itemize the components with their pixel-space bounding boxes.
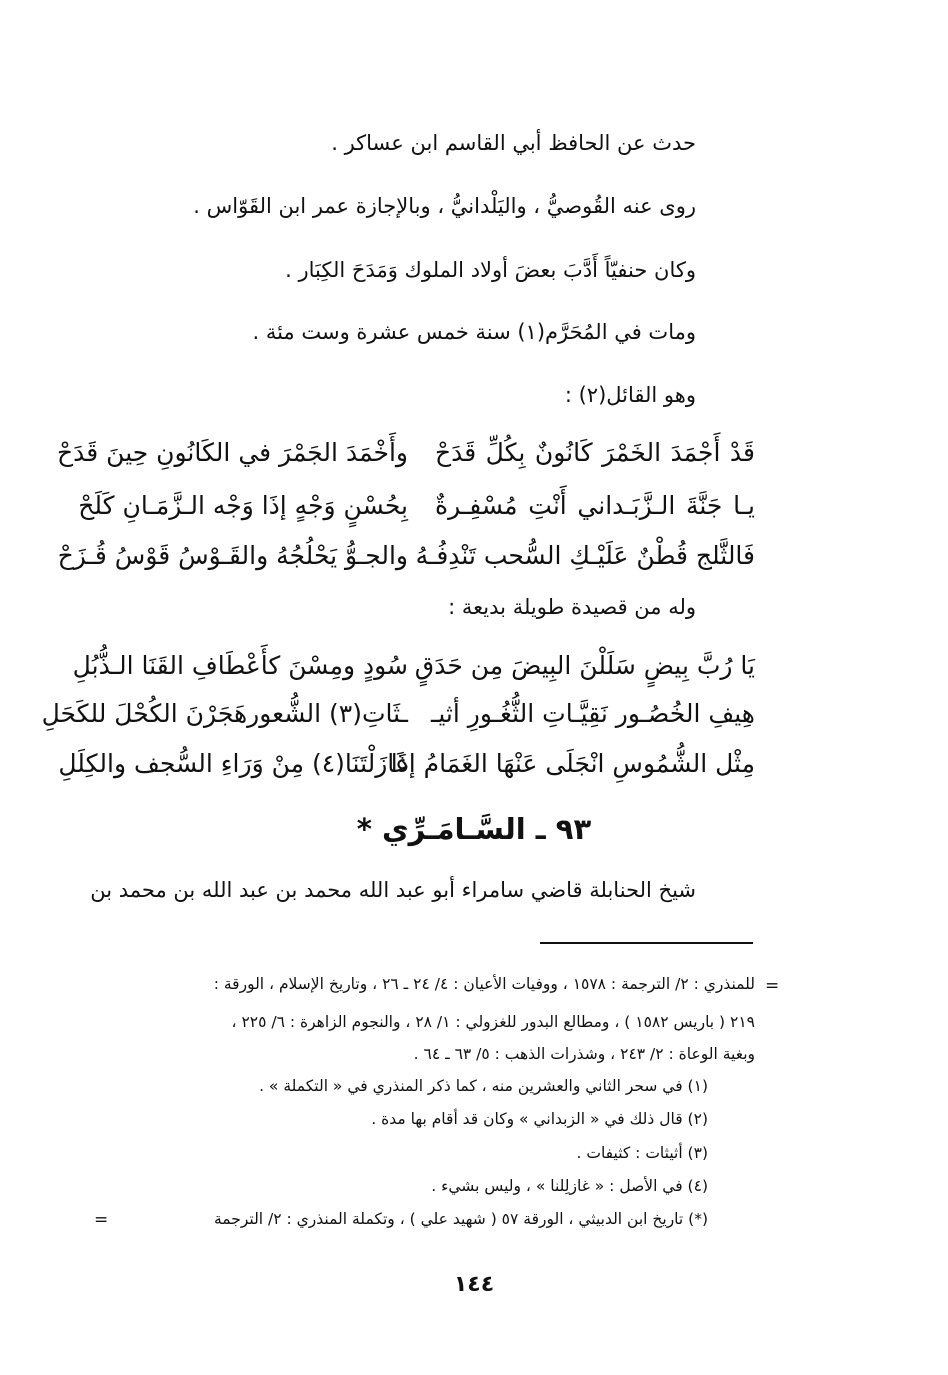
poem2-verse-left: غَازَلْتَنَا(٤) مِنْ وَرَاءِ السُّجف والكِلَلِ (58, 749, 408, 778)
body-line: روى عنه القُوصيُّ ، واليَلْدانيُّ ، وبالإجازة عمر ابن القَوّاس . (193, 194, 696, 218)
footnote-continuation-line: ٢١٩ ( باريس ١٥٨٢ ) ، ومطالع البدور للغزولي : ١/ ٢٨ ، والنجوم الزاهرة : ٦/ ٢٢٥ ، (231, 1013, 755, 1031)
poem2-verse-left: ـثَاتِ(٣) الشُّعورهَجَرْنَ الكُحْلَ للكَحَلِ (41, 699, 408, 728)
footnote-continuation-line: وبغية الوعاة : ٢/ ٢٤٣ ، وشذرات الذهب : ٥/ ٦٣ ـ ٦٤ . (413, 1045, 755, 1063)
body-line: وهو القائل(٢) : (564, 383, 696, 407)
footnote-1: (١) في سحر الثاني والعشرين منه ، كما ذكر المنذري في « التكملة » . (259, 1077, 708, 1095)
poem1-verse-right: فَالثَّلج قُطْنٌ عَلَيْـكِ السُّحب تَنْدِفُـهُ (415, 541, 755, 570)
footnote-star: (*) تاريخ ابن الدبيثي ، الورقة ٥٧ ( شهيد علي ) ، وتكملة المنذري : ٢/ الترجمة (213, 1210, 708, 1228)
footnote-2: (٢) قال ذلك في « الزبداني » وكان قد أقام بها مدة . (371, 1110, 708, 1128)
poem1-verse-left: والجـوُّ يَحْلُجُهُ والقَـوْسُ قَوْسُ قُـزَحْ (57, 541, 408, 570)
footnote-star-marker: = (94, 1210, 109, 1230)
footnote-4: (٤) في الأصل : « غازلِلنا » ، وليس بشيء . (431, 1177, 708, 1195)
poem2-verse-right: مِثْل الشُّمُوسِ انْجَلَى عَنْهَا الغَمَامُ إذَا (390, 749, 755, 778)
poem1-verse-left: بِحُسْنٍ وَجْهٍ إذَا وَجْه الـزَّمَـانِ كَلَحْ (78, 491, 408, 520)
poem2-verse-right: هِيفِ الخُصُـور نَقِيَّـاتِ الثُّغُـورِ أثيـ (431, 699, 755, 728)
footnote-continuation-line: للمنذري : ٢/ الترجمة : ١٥٧٨ ، ووفيات الأعيان : ٤/ ٢٤ ـ ٢٦ ، وتاريخ الإسلام ، الورقة : (213, 975, 755, 993)
section-heading: ٩٣ ـ السَّـامَـرِّي * (356, 812, 592, 846)
poem2-verse-left: سُودٍ ومِسْنَ كأَعْطَافِ القَنَا الـذُّبُلِ (72, 651, 408, 680)
poem1-verse-right: يـا جَنَّةَ الـزَّبَـداني أَنْتِ مُسْفِـرةٌ (435, 491, 755, 520)
poem2-intro: وله من قصيدة طويلة بديعة : (448, 595, 696, 619)
body-line: وكان حنفيّاً أَدَّبَ بعضَ أولاد الملوك وَمَدَحَ الكِبَار . (285, 258, 696, 282)
footnote-3: (٣) أثيثات : كثيفات . (576, 1144, 708, 1162)
body-line: حدث عن الحافظ أبي القاسم ابن عساكر . (331, 131, 696, 155)
body-line: ومات في المُحَرَّم(١) سنة خمس عشرة وست مئة . (252, 320, 696, 344)
page-number: ١٤٤ (453, 1272, 495, 1297)
poem1-verse-right: قَدْ أَجْمَدَ الخَمْرَ كَانُونٌ بِكُلِّ قَدَحْ (435, 438, 755, 467)
footnote-continuation-marker: = (765, 976, 780, 996)
poem2-verse-right: يَا رُبَّ بِيضٍ سَلَلْنَ البِيضَ مِن حَدَقٍ (414, 651, 755, 680)
footnote-divider (540, 942, 753, 944)
poem1-verse-left: وأَخْمَدَ الجَمْرَ في الكَانُونِ حِينَ قَدَحْ (57, 438, 408, 467)
body-line-closing: شيخ الحنابلة قاضي سامراء أبو عبد الله محمد بن عبد الله بن محمد بن (90, 878, 696, 902)
